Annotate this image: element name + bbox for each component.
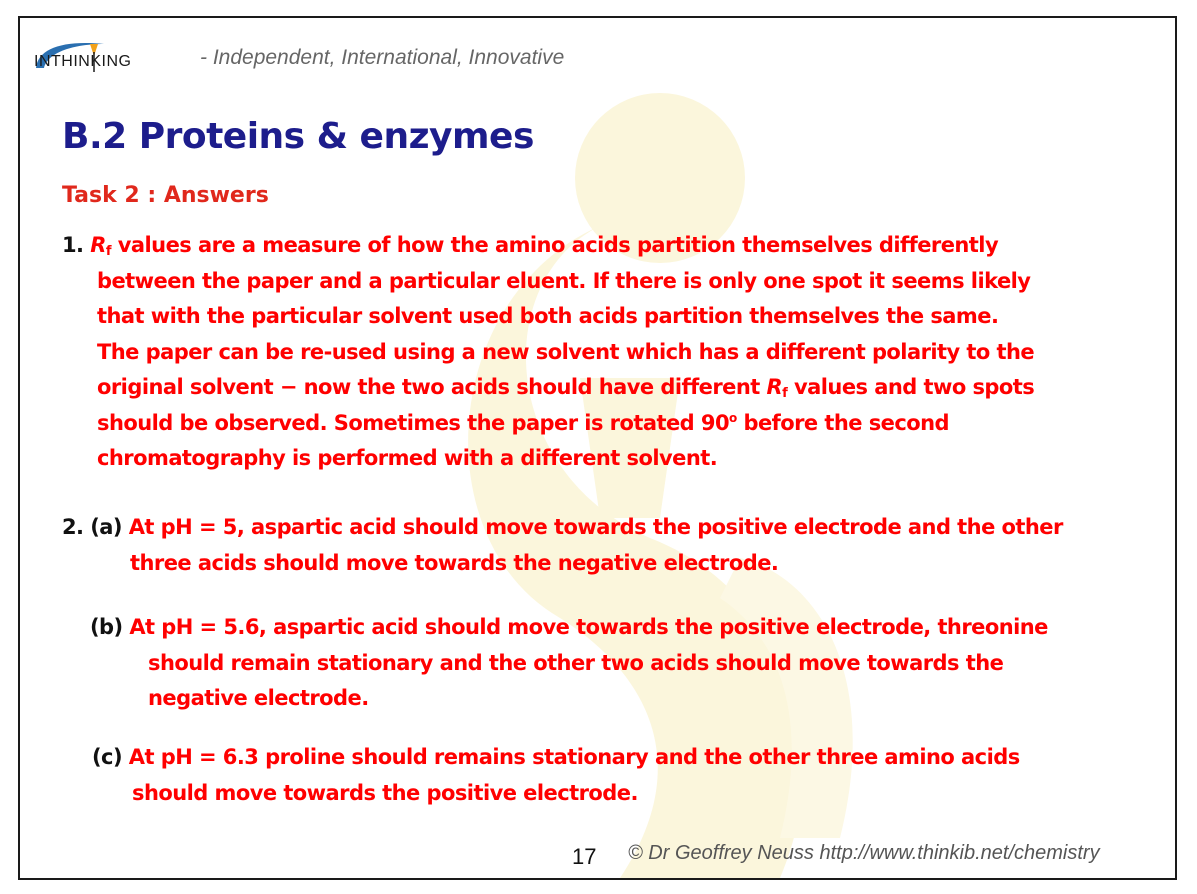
- answer-2a-line-1: 2. (a) At pH = 5, aspartic acid should move towards the positive electrode and the other: [62, 515, 1063, 539]
- page-number: 17: [572, 844, 597, 869]
- answer-2c-line-2: should move towards the positive electrode.: [132, 780, 638, 805]
- rf-symbol: $R_f$: [766, 375, 788, 401]
- tagline: - Independent, International, Innovative: [200, 46, 565, 69]
- answer-2b-label: (b): [90, 615, 123, 639]
- answer-1-line-4: The paper can be re-used using a new solvent which has a different polarity to the: [97, 339, 1035, 364]
- answer-1-line-1: 1. $R_f$ values are a measure of how the amino acids partition themselves differently: [62, 233, 999, 259]
- answer-2b: [90, 610, 1048, 717]
- answer-1-line-3: that with the particular solvent used both acids partition themselves the same.: [97, 304, 999, 328]
- answer-2c-line-1: (c) At pH = 6.3 proline should remains stationary and the other three amino acids: [92, 745, 1020, 769]
- answer-2a: [62, 510, 1063, 581]
- logo-text: INTHINKING: [34, 53, 132, 70]
- slide: [18, 16, 1177, 880]
- answer-2a-label: 2. (a): [62, 515, 122, 539]
- page-title: B.2 Proteins & enzymes: [62, 116, 534, 157]
- answer-2c: [92, 740, 1020, 811]
- answer-1-line-2: between the paper and a particular eluent. If there is only one spot it seems likely: [97, 268, 1031, 293]
- answer-1-line-7: chromatography is performed with a different solvent.: [97, 446, 718, 470]
- answer-1-line-6: should be observed. Sometimes the paper is rotated 90$^o$ before the second: [97, 410, 950, 435]
- rf-symbol: $R_f$: [90, 233, 111, 259]
- answer-2c-label: (c): [92, 745, 122, 769]
- answer-1-line-5: original solvent − now the two acids should have different $R_f$ values and two spots: [97, 375, 1035, 401]
- answer-1-number: 1.: [62, 233, 84, 257]
- answer-2b-line-2: should remain stationary and the other two acids should move towards the: [148, 650, 1004, 675]
- answer-1: [62, 228, 1034, 477]
- answer-2b-line-3: negative electrode.: [148, 686, 369, 710]
- answer-2a-line-2: three acids should move towards the negative electrode.: [130, 550, 779, 575]
- answer-2b-line-1: (b) At pH = 5.6, aspartic acid should move towards the positive electrode, threonine: [90, 615, 1048, 639]
- copyright-notice: © Dr Geoffrey Neuss http://www.thinkib.net/chemistry: [628, 842, 1100, 864]
- task-label: Task 2 : Answers: [62, 183, 269, 208]
